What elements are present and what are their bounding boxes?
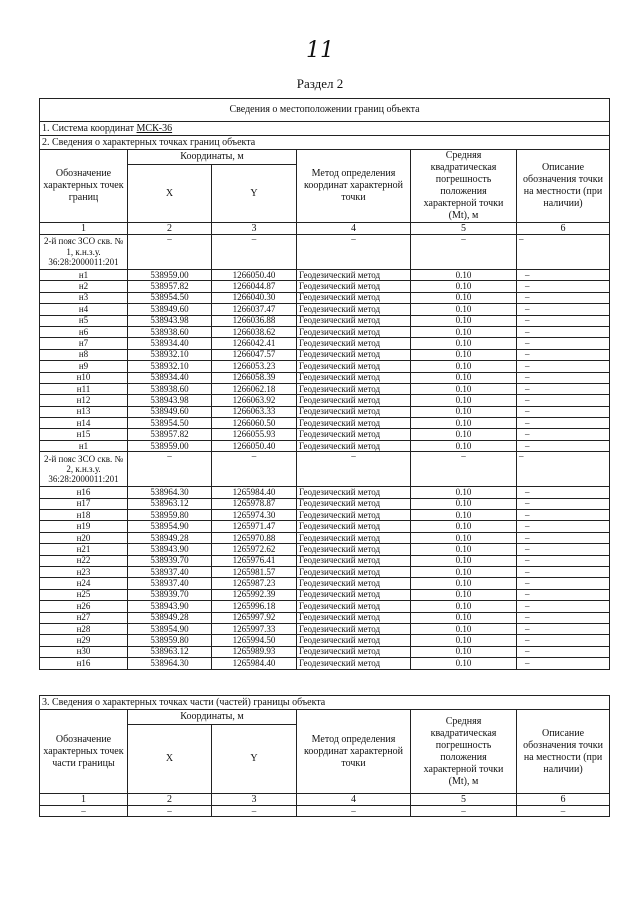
part-empty-cell: – <box>212 806 297 817</box>
point-y: 1266044.87 <box>212 281 297 292</box>
point-name: н15 <box>40 429 128 440</box>
empty-cell: – <box>411 452 517 487</box>
point-x: 538963.12 <box>128 646 212 657</box>
point-y: 1266063.33 <box>212 406 297 417</box>
point-description: – <box>517 395 610 406</box>
point-x: 538959.80 <box>128 635 212 646</box>
point-name: н13 <box>40 406 128 417</box>
table-row <box>40 372 610 383</box>
contour-header-row <box>40 235 610 270</box>
point-x: 538943.98 <box>128 315 212 326</box>
point-description: – <box>517 589 610 600</box>
point-accuracy: 0.10 <box>411 349 517 360</box>
point-method: Геодезический метод <box>297 315 411 326</box>
point-description: – <box>517 646 610 657</box>
point-y: 1265984.40 <box>212 487 297 498</box>
point-name: н1 <box>40 440 128 451</box>
part-header-num-6: 6 <box>517 794 610 806</box>
point-accuracy: 0.10 <box>411 338 517 349</box>
point-name: н8 <box>40 349 128 360</box>
point-y: 1265994.50 <box>212 635 297 646</box>
point-x: 538932.10 <box>128 349 212 360</box>
table-row <box>40 555 610 566</box>
empty-cell: – <box>411 235 517 270</box>
point-accuracy: 0.10 <box>411 510 517 521</box>
table-row <box>40 578 610 589</box>
point-accuracy: 0.10 <box>411 623 517 634</box>
point-description: – <box>517 601 610 612</box>
table-row <box>40 383 610 394</box>
table-row <box>40 395 610 406</box>
table-row <box>40 338 610 349</box>
point-description: – <box>517 304 610 315</box>
point-y: 1265972.62 <box>212 544 297 555</box>
point-name: н24 <box>40 578 128 589</box>
point-name: н4 <box>40 304 128 315</box>
point-method: Геодезический метод <box>297 601 411 612</box>
point-y: 1266036.88 <box>212 315 297 326</box>
parts-heading: 3. Сведения о характерных точках части (частей) границы объекта <box>40 696 610 710</box>
table-row <box>40 601 610 612</box>
point-y: 1266053.23 <box>212 361 297 372</box>
point-x: 538959.00 <box>128 270 212 281</box>
point-name: н12 <box>40 395 128 406</box>
point-accuracy: 0.10 <box>411 521 517 532</box>
table-row <box>40 635 610 646</box>
point-method: Геодезический метод <box>297 566 411 577</box>
part-header-description: Описание обозначения точки на местности (при наличии) <box>517 710 610 794</box>
part-empty-cell: – <box>411 806 517 817</box>
point-description: – <box>517 270 610 281</box>
point-method: Геодезический метод <box>297 304 411 315</box>
point-x: 538954.90 <box>128 521 212 532</box>
point-method: Геодезический метод <box>297 521 411 532</box>
point-x: 538937.40 <box>128 566 212 577</box>
point-description: – <box>517 555 610 566</box>
table-row <box>40 406 610 417</box>
table-row <box>40 349 610 360</box>
point-accuracy: 0.10 <box>411 589 517 600</box>
point-name: н5 <box>40 315 128 326</box>
point-y: 1265987.23 <box>212 578 297 589</box>
point-description: – <box>517 623 610 634</box>
point-accuracy: 0.10 <box>411 281 517 292</box>
table-row <box>40 418 610 429</box>
point-name: н11 <box>40 383 128 394</box>
point-name: н20 <box>40 532 128 543</box>
point-description: – <box>517 326 610 337</box>
coord-system-value: МСК-36 <box>136 122 173 134</box>
point-y: 1266050.40 <box>212 270 297 281</box>
contour-label: 2-й пояс ЗСО скв. № 1, к.н.з.у. 36:28:2000011:201 <box>40 235 128 270</box>
point-method: Геодезический метод <box>297 383 411 394</box>
points-heading: 2. Сведения о характерных точках границ объекта <box>40 136 610 150</box>
point-x: 538964.30 <box>128 487 212 498</box>
header-num-3: 3 <box>212 223 297 235</box>
part-header-method: Метод определения координат характерной точки <box>297 710 411 794</box>
point-x: 538964.30 <box>128 658 212 669</box>
point-y: 1265976.41 <box>212 555 297 566</box>
table-row <box>40 292 610 303</box>
point-y: 1265984.40 <box>212 658 297 669</box>
point-y: 1266060.50 <box>212 418 297 429</box>
header-num-1: 1 <box>40 223 128 235</box>
empty-cell: – <box>297 235 411 270</box>
point-accuracy: 0.10 <box>411 361 517 372</box>
header-designation: Обозначение характерных точек границ <box>40 150 128 223</box>
part-empty-cell: – <box>128 806 212 817</box>
point-accuracy: 0.10 <box>411 578 517 589</box>
point-description: – <box>517 429 610 440</box>
point-method: Геодезический метод <box>297 349 411 360</box>
empty-cell: – <box>212 235 297 270</box>
point-method: Геодезический метод <box>297 440 411 451</box>
point-x: 538959.00 <box>128 440 212 451</box>
point-name: н16 <box>40 658 128 669</box>
part-header-y: Y <box>212 725 297 794</box>
point-method: Геодезический метод <box>297 589 411 600</box>
point-name: н1 <box>40 270 128 281</box>
point-y: 1266038.62 <box>212 326 297 337</box>
point-x: 538943.90 <box>128 544 212 555</box>
point-method: Геодезический метод <box>297 281 411 292</box>
table-row <box>40 532 610 543</box>
point-description: – <box>517 338 610 349</box>
empty-cell: – <box>517 452 610 487</box>
point-accuracy: 0.10 <box>411 646 517 657</box>
point-y: 1265981.57 <box>212 566 297 577</box>
point-accuracy: 0.10 <box>411 612 517 623</box>
table-row <box>40 281 610 292</box>
point-accuracy: 0.10 <box>411 498 517 509</box>
point-name: н23 <box>40 566 128 577</box>
point-x: 538954.50 <box>128 292 212 303</box>
point-y: 1265992.39 <box>212 589 297 600</box>
point-y: 1265978.87 <box>212 498 297 509</box>
point-x: 538959.80 <box>128 510 212 521</box>
point-name: н29 <box>40 635 128 646</box>
point-name: н30 <box>40 646 128 657</box>
point-accuracy: 0.10 <box>411 555 517 566</box>
table-row <box>40 544 610 555</box>
point-name: н6 <box>40 326 128 337</box>
point-name: н25 <box>40 589 128 600</box>
point-description: – <box>517 349 610 360</box>
table-row <box>40 498 610 509</box>
point-y: 1265989.93 <box>212 646 297 657</box>
point-y: 1266058.39 <box>212 372 297 383</box>
point-x: 538943.90 <box>128 601 212 612</box>
table-row <box>40 589 610 600</box>
header-method: Метод определения координат характерной точки <box>297 150 411 223</box>
point-description: – <box>517 510 610 521</box>
point-x: 538954.50 <box>128 418 212 429</box>
point-x: 538934.40 <box>128 338 212 349</box>
point-name: н7 <box>40 338 128 349</box>
table-title: Сведения о местоположении границ объекта <box>40 99 610 122</box>
point-description: – <box>517 292 610 303</box>
point-description: – <box>517 372 610 383</box>
point-x: 538949.60 <box>128 304 212 315</box>
point-description: – <box>517 406 610 417</box>
point-method: Геодезический метод <box>297 429 411 440</box>
header-coordinates: Координаты, м <box>128 150 297 165</box>
point-x: 538939.70 <box>128 555 212 566</box>
table-row <box>40 566 610 577</box>
point-name: н22 <box>40 555 128 566</box>
point-method: Геодезический метод <box>297 395 411 406</box>
point-method: Геодезический метод <box>297 555 411 566</box>
table-row <box>40 487 610 498</box>
point-y: 1266063.92 <box>212 395 297 406</box>
point-method: Геодезический метод <box>297 544 411 555</box>
point-x: 538949.28 <box>128 612 212 623</box>
point-name: н19 <box>40 521 128 532</box>
point-name: н27 <box>40 612 128 623</box>
handwritten-page-number: 11 <box>306 38 334 63</box>
point-description: – <box>517 566 610 577</box>
point-accuracy: 0.10 <box>411 383 517 394</box>
part-header-num-1: 1 <box>40 794 128 806</box>
table-row <box>40 521 610 532</box>
point-description: – <box>517 635 610 646</box>
header-num-4: 4 <box>297 223 411 235</box>
point-description: – <box>517 532 610 543</box>
point-accuracy: 0.10 <box>411 544 517 555</box>
point-accuracy: 0.10 <box>411 487 517 498</box>
point-method: Геодезический метод <box>297 418 411 429</box>
point-name: н18 <box>40 510 128 521</box>
table-row <box>40 440 610 451</box>
table-row <box>40 315 610 326</box>
point-y: 1265997.33 <box>212 623 297 634</box>
point-description: – <box>517 658 610 669</box>
part-empty-cell: – <box>517 806 610 817</box>
section-title: Раздел 2 <box>296 76 344 91</box>
point-name: н14 <box>40 418 128 429</box>
empty-cell: – <box>517 235 610 270</box>
point-method: Геодезический метод <box>297 326 411 337</box>
point-method: Геодезический метод <box>297 361 411 372</box>
point-method: Геодезический метод <box>297 658 411 669</box>
point-x: 538938.60 <box>128 383 212 394</box>
point-x: 538937.40 <box>128 578 212 589</box>
point-x: 538954.90 <box>128 623 212 634</box>
point-x: 538939.70 <box>128 589 212 600</box>
point-name: н16 <box>40 487 128 498</box>
point-x: 538932.10 <box>128 361 212 372</box>
point-description: – <box>517 281 610 292</box>
part-header-coordinates: Координаты, м <box>128 710 297 725</box>
point-x: 538957.82 <box>128 281 212 292</box>
table-row <box>40 361 610 372</box>
point-name: н26 <box>40 601 128 612</box>
point-description: – <box>517 315 610 326</box>
point-x: 538949.60 <box>128 406 212 417</box>
point-accuracy: 0.10 <box>411 635 517 646</box>
point-x: 538963.12 <box>128 498 212 509</box>
point-description: – <box>517 440 610 451</box>
header-description: Описание обозначения точки на местности (при наличии) <box>517 150 610 223</box>
point-method: Геодезический метод <box>297 532 411 543</box>
header-num-5: 5 <box>411 223 517 235</box>
point-description: – <box>517 544 610 555</box>
point-y: 1265997.92 <box>212 612 297 623</box>
contour-header-row <box>40 452 610 487</box>
point-description: – <box>517 578 610 589</box>
point-accuracy: 0.10 <box>411 532 517 543</box>
table-row <box>40 326 610 337</box>
header-num-2: 2 <box>128 223 212 235</box>
point-accuracy: 0.10 <box>411 601 517 612</box>
part-header-num-3: 3 <box>212 794 297 806</box>
coord-system-row <box>40 122 610 136</box>
table-row <box>40 510 610 521</box>
point-accuracy: 0.10 <box>411 315 517 326</box>
part-points-table <box>39 695 610 817</box>
point-name: н10 <box>40 372 128 383</box>
point-y: 1266055.93 <box>212 429 297 440</box>
point-name: н21 <box>40 544 128 555</box>
point-name: н28 <box>40 623 128 634</box>
header-num-6: 6 <box>517 223 610 235</box>
point-y: 1266047.57 <box>212 349 297 360</box>
point-method: Геодезический метод <box>297 270 411 281</box>
point-accuracy: 0.10 <box>411 292 517 303</box>
part-header-designation: Обозначение характерных точек части границы <box>40 710 128 794</box>
header-y: Y <box>212 165 297 223</box>
point-method: Геодезический метод <box>297 646 411 657</box>
point-y: 1266042.41 <box>212 338 297 349</box>
point-y: 1266050.40 <box>212 440 297 451</box>
point-name: н3 <box>40 292 128 303</box>
point-x: 538949.28 <box>128 532 212 543</box>
point-method: Геодезический метод <box>297 623 411 634</box>
part-empty-cell: – <box>40 806 128 817</box>
point-y: 1265996.18 <box>212 601 297 612</box>
point-method: Геодезический метод <box>297 338 411 349</box>
point-y: 1265974.30 <box>212 510 297 521</box>
point-method: Геодезический метод <box>297 498 411 509</box>
point-y: 1266040.30 <box>212 292 297 303</box>
point-y: 1265970.88 <box>212 532 297 543</box>
part-empty-cell: – <box>297 806 411 817</box>
part-header-accuracy: Средняя квадратическая погрешность положения характерной точки (Mt), м <box>411 710 517 794</box>
point-accuracy: 0.10 <box>411 440 517 451</box>
table-row <box>40 646 610 657</box>
point-accuracy: 0.10 <box>411 326 517 337</box>
boundary-points-table <box>39 98 610 670</box>
part-header-x: X <box>128 725 212 794</box>
contour-label: 2-й пояс ЗСО скв. № 2, к.н.з.у. 36:28:2000011:201 <box>40 452 128 487</box>
table-row <box>40 623 610 634</box>
point-y: 1266062.18 <box>212 383 297 394</box>
point-description: – <box>517 612 610 623</box>
point-accuracy: 0.10 <box>411 658 517 669</box>
part-header-num-5: 5 <box>411 794 517 806</box>
point-method: Геодезический метод <box>297 372 411 383</box>
point-accuracy: 0.10 <box>411 418 517 429</box>
point-x: 538957.82 <box>128 429 212 440</box>
point-description: – <box>517 383 610 394</box>
point-description: – <box>517 418 610 429</box>
point-method: Геодезический метод <box>297 406 411 417</box>
table-row <box>40 304 610 315</box>
empty-cell: – <box>212 452 297 487</box>
point-description: – <box>517 521 610 532</box>
point-accuracy: 0.10 <box>411 395 517 406</box>
point-method: Геодезический метод <box>297 510 411 521</box>
header-accuracy: Средняя квадратическая погрешность положения характерной точки (Mt), м <box>411 150 517 223</box>
point-x: 538943.98 <box>128 395 212 406</box>
table-row <box>40 270 610 281</box>
point-method: Геодезический метод <box>297 292 411 303</box>
coord-system-label: 1. Система координат <box>42 122 135 134</box>
point-method: Геодезический метод <box>297 487 411 498</box>
point-accuracy: 0.10 <box>411 566 517 577</box>
point-description: – <box>517 361 610 372</box>
table-row <box>40 429 610 440</box>
point-accuracy: 0.10 <box>411 406 517 417</box>
empty-cell: – <box>297 452 411 487</box>
empty-cell: – <box>128 452 212 487</box>
table-row <box>40 612 610 623</box>
header-x: X <box>128 165 212 223</box>
point-name: н2 <box>40 281 128 292</box>
point-method: Геодезический метод <box>297 578 411 589</box>
point-description: – <box>517 487 610 498</box>
point-name: н9 <box>40 361 128 372</box>
point-x: 538938.60 <box>128 326 212 337</box>
point-accuracy: 0.10 <box>411 270 517 281</box>
part-header-num-4: 4 <box>297 794 411 806</box>
point-accuracy: 0.10 <box>411 304 517 315</box>
point-accuracy: 0.10 <box>411 429 517 440</box>
point-y: 1266037.47 <box>212 304 297 315</box>
point-y: 1265971.47 <box>212 521 297 532</box>
point-accuracy: 0.10 <box>411 372 517 383</box>
point-x: 538934.40 <box>128 372 212 383</box>
part-header-num-2: 2 <box>128 794 212 806</box>
table-row <box>40 658 610 669</box>
point-method: Геодезический метод <box>297 612 411 623</box>
empty-cell: – <box>128 235 212 270</box>
point-method: Геодезический метод <box>297 635 411 646</box>
point-description: – <box>517 498 610 509</box>
point-name: н17 <box>40 498 128 509</box>
